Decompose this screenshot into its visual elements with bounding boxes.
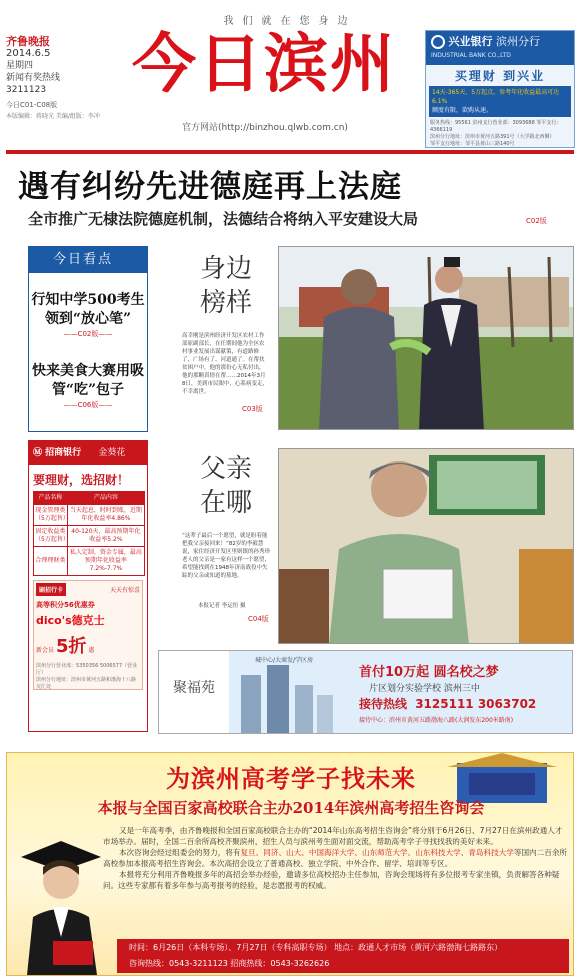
cmb-ad-header — [29, 441, 147, 465]
cmb-name: 招商银行 — [45, 448, 82, 458]
table-row — [34, 505, 145, 526]
headline-subtitle-text: 全市推广无棣法院德庭机制，法德结合将纳入平安建设大局 — [28, 210, 419, 228]
story1-text: 高幸刚是滨州经济开发区农村工作部原副部长，在任期间他为全区农村事业发展出谋献策，有道路修了、广场有了、河道通了。在帮扶贫困户中，他的那份心无私付出，他的那颗真情在帮……2014年3月8日，美到市民眼中，心系病变走，不幸离世。 — [182, 333, 269, 395]
bank-logo-icon — [431, 35, 445, 49]
cmb-address: 滨州分行地址：滨州市黄河五路和渤海十八路交汇处 — [36, 677, 137, 690]
cmb-promo-coupon: 高等积分56优惠券 — [36, 601, 95, 609]
realestate-project: 城中心/大商发/学区房 — [255, 657, 314, 664]
banner-footer-time: 时间：6月26日（本科专场）、7月27日（专科高职专场） 地点：政通人才市场（黄河六路渤海七路路东） — [129, 943, 503, 952]
issue-weekday: 星期四 — [6, 61, 34, 71]
website-link[interactable]: 官方网站(http://binzhou.qlwb.com.cn) — [182, 123, 348, 133]
today-item[interactable] — [29, 291, 147, 340]
table-cell: 现金管理类（5万起售） — [34, 505, 68, 526]
bank-ad-header — [426, 31, 574, 65]
banner-paragraph: 本次咨询会经过组委会的努力，将有复旦、同济、山大、中国海洋大学、山东师范大学、山东科技大学、青岛科技大学等国内二百余所高校参加本报高考招生咨询会。本次高招会设立了普通高校、独立学院、中外合作、留学、培训等专区。 — [103, 848, 568, 868]
banner-paragraph: 又是一年高考季，由齐鲁晚报和全国百家高校联合主办的“2014年山东高考招生咨询会”将分别于6月26日、7月27日在滨州政通人才市场举办。届时，全国二百余所高校齐聚滨州，招生人员与滨州考生面对面交流，帮助高考学子寻找找我的美好未来。 — [103, 826, 563, 846]
hotline-label: 新闻有奖热线 — [6, 73, 61, 83]
realestate-brand: 聚福苑 — [173, 680, 215, 696]
cmb-contact: 滨州分行营业部：5350356 5006577（营业厅） — [36, 663, 138, 676]
real-estate-ad[interactable] — [158, 650, 573, 734]
edition-info: 今日C01-C08版 — [6, 101, 58, 109]
hotline-number: 3211123 — [6, 85, 47, 95]
industrial-bank-ad[interactable] — [425, 30, 575, 148]
bank-address-line: 服务热线：95561 滨州支行营业部：3093688 邹平支行：4366119 — [430, 120, 562, 133]
cmb-promo-member: 新会员 5折 惠 — [36, 636, 95, 657]
story1-title[interactable]: 身边榜样 — [199, 254, 252, 318]
headline-subtitle — [28, 208, 418, 229]
story1-ref[interactable]: C03版 — [242, 405, 263, 413]
bank-note — [429, 86, 571, 117]
realestate-logo — [159, 651, 229, 733]
banner-body — [103, 825, 569, 891]
story2-text: “这辈子最后一个愿望，就是盼着能把我父亲接回来！”82岁的李毅慧说，家住经济开发区里则镇的孙秀珍老人的父亲是一家有这样一个愿望，希望能找到在1948年济南战役中失踪的父亲或知道的墓地。 — [182, 533, 271, 579]
table-header: 产品内容 — [67, 492, 144, 505]
banner-paragraph: 本报将充分利用齐鲁晚报多年的高招会举办经验，邀请多位高校招办主任参加，咨询会现场将有多位报考专家坐镇，负责解答各种疑问。这些专家都有着多年参与高考报考的经验，是志愿报考的权威。 — [103, 870, 560, 890]
issue-date: 2014.6.5 — [6, 48, 51, 59]
table-cell: 私人定制，资金专属，最高预期年化收益率7.2%-7.7% — [67, 547, 144, 576]
realestate-hotline: 接待热线 3125111 3063702 — [359, 697, 537, 711]
cmb-promo — [33, 580, 143, 690]
today-item[interactable] — [29, 362, 147, 411]
cmb-promo-surprise: 天天有惊喜 — [109, 587, 140, 594]
cmb-slogan: 要理财，选招财！ — [33, 473, 130, 487]
story2-credit: 本报记者 李运恒 摄 — [198, 603, 246, 609]
cmb-bank-ad[interactable] — [28, 440, 148, 732]
story2-title[interactable]: 父亲在哪 — [199, 454, 252, 518]
story2-photo[interactable] — [278, 448, 574, 644]
cmb-promo-dicos: dico's德克士 — [36, 614, 105, 627]
table-cell: 40-120天，最高预期年化收益率5.2% — [67, 526, 144, 547]
table-cell: 固定收益类（5万起售） — [34, 526, 68, 547]
banner-footer-hotline: 咨询热线：0543-3211123 招商热线：0543-3262626 — [129, 959, 330, 968]
bank-address — [426, 119, 574, 149]
today-item-title: 行知中学500考生领到“放心笔” — [31, 292, 145, 327]
table-row — [34, 547, 145, 576]
masthead-slogan: 我们就在您身边 — [223, 16, 357, 27]
masthead-divider — [6, 150, 574, 154]
cmb-logo-icon: Ⓜ — [33, 448, 43, 458]
bank-address-line: 滨州分行地址：滨州市黄河五路391号（大学路北西侧） — [430, 134, 555, 140]
headline-ref[interactable]: C02版 — [526, 217, 547, 225]
realestate-price: 首付10万起 圆名校之梦 — [359, 665, 499, 680]
realestate-address: 接待中心：滨州市黄河五路渤海八路(大润发东200米路南) — [359, 717, 514, 724]
cmb-product-table — [33, 491, 145, 576]
bank-address-line: 邹平支行地址：邹平县黄山三路140号 — [430, 141, 515, 147]
banner-footer — [117, 939, 569, 973]
today-item-ref: ——C02版—— — [63, 330, 113, 338]
realestate-school: 片区划分实验学校 滨州三中 — [369, 684, 480, 694]
newspaper-brand: 齐鲁晚报 — [6, 35, 50, 48]
building-icon — [231, 665, 341, 733]
bank-name-en: INDUSTRIAL BANK CO.,LTD — [431, 52, 511, 59]
masthead-info — [6, 36, 118, 123]
table-row — [34, 526, 145, 547]
today-item-ref: ——C06版—— — [63, 401, 113, 409]
bank-name: 兴业银行 — [448, 35, 493, 48]
newspaper-title: 今日滨州 — [132, 27, 396, 102]
editors-info: 本版编辑：蒋晓光 美编/组版：李冲 — [6, 113, 100, 120]
today-header: 今日看点 — [29, 247, 147, 273]
graduate-student-icon — [13, 837, 109, 975]
cmb-name2: 金葵花 — [98, 448, 126, 458]
bank-note-line1: 14天-365天，5万起点，参考年化收益最高可达6.1% — [432, 89, 560, 105]
bank-note-line2: 额度有限，欲购从速。 — [432, 107, 493, 114]
bank-slogan: 买理财 到兴业 — [454, 69, 546, 83]
college-fair-banner[interactable] — [6, 752, 574, 976]
table-header: 产品名称 — [34, 492, 68, 505]
bank-branch: 滨州分行 — [496, 35, 540, 48]
banner-subtitle: 本报与全国百家高校联合主办2014年滨州高考招生咨询会 — [97, 799, 485, 817]
story1-photo[interactable] — [278, 246, 574, 430]
table-cell: 当天起息，时时到账，近期年化收益率4.86% — [67, 505, 144, 526]
cmb-promo-row — [36, 583, 140, 596]
cmb-promo-card: 刷招行卡 — [36, 583, 66, 596]
headline-title[interactable]: 遇有纠纷先进德庭再上法庭 — [18, 169, 402, 205]
two-men-outdoor-photo — [279, 247, 574, 430]
banner-title: 为滨州高考学子找未来 — [166, 764, 416, 793]
today-item-title: 快来美食大赛用吸管“吃”包子 — [32, 363, 144, 398]
table-cell: 合理理财类 — [34, 547, 68, 576]
today-highlights — [28, 246, 148, 432]
elderly-woman-photo — [279, 449, 574, 644]
story2-ref[interactable]: C04版 — [248, 615, 269, 623]
